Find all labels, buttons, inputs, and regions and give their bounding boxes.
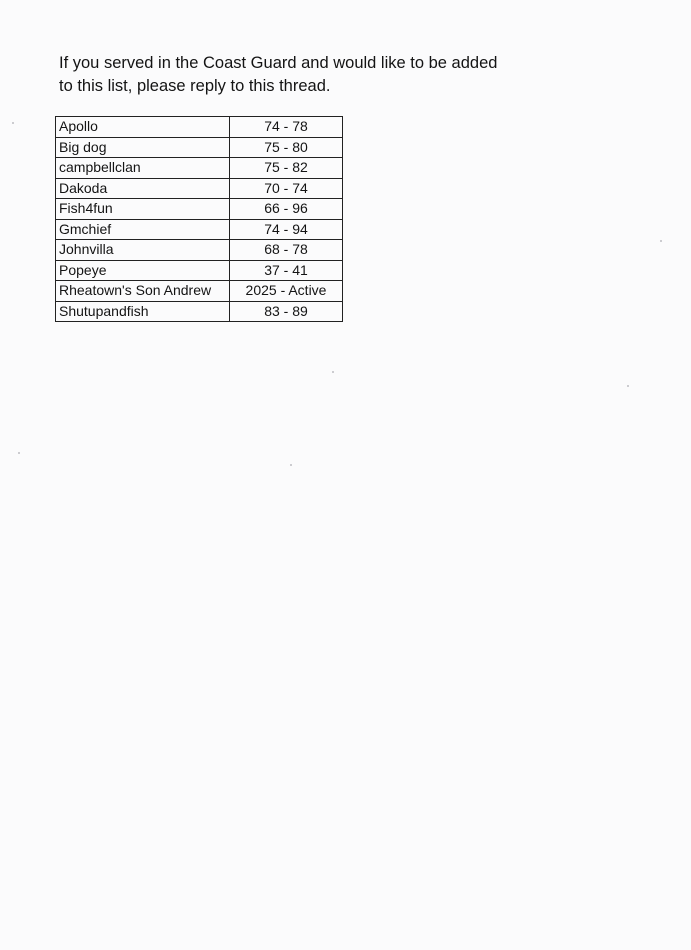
scan-speck: [18, 452, 20, 454]
service-years: 66 - 96: [230, 199, 343, 220]
coast-guard-roster-table: [55, 116, 343, 322]
table-row: [56, 117, 343, 138]
scan-speck: [290, 464, 292, 466]
member-name: Rheatown's Son Andrew: [56, 281, 230, 302]
member-name: Shutupandfish: [56, 301, 230, 322]
service-years: 68 - 78: [230, 240, 343, 261]
table-row: [56, 240, 343, 261]
table-row: [56, 199, 343, 220]
service-years: 75 - 80: [230, 137, 343, 158]
table-row: [56, 281, 343, 302]
member-name: Fish4fun: [56, 199, 230, 220]
service-years: 70 - 74: [230, 178, 343, 199]
scan-speck: [332, 371, 334, 373]
scan-speck: [12, 122, 14, 124]
service-years: 75 - 82: [230, 158, 343, 179]
member-name: Gmchief: [56, 219, 230, 240]
service-years: 74 - 94: [230, 219, 343, 240]
service-years: 83 - 89: [230, 301, 343, 322]
service-years: 2025 - Active: [230, 281, 343, 302]
service-years: 37 - 41: [230, 260, 343, 281]
table-row: [56, 260, 343, 281]
member-name: Johnvilla: [56, 240, 230, 261]
member-name: Big dog: [56, 137, 230, 158]
table-row: [56, 178, 343, 199]
intro-paragraph: [59, 52, 539, 98]
intro-line-2: to this list, please reply to this thread.: [59, 77, 331, 95]
table-row: [56, 158, 343, 179]
member-name: Apollo: [56, 117, 230, 138]
table-row: [56, 301, 343, 322]
intro-line-1: If you served in the Coast Guard and would like to be added: [59, 54, 498, 72]
scan-speck: [660, 240, 662, 242]
table-row: [56, 137, 343, 158]
table-row: [56, 219, 343, 240]
member-name: Dakoda: [56, 178, 230, 199]
scan-speck: [627, 385, 629, 387]
member-name: campbellclan: [56, 158, 230, 179]
member-name: Popeye: [56, 260, 230, 281]
service-years: 74 - 78: [230, 117, 343, 138]
